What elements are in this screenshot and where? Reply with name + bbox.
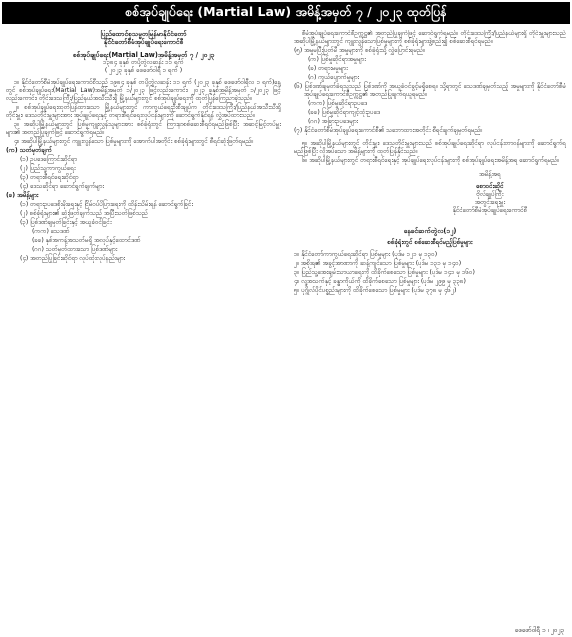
left-column bbox=[6, 30, 281, 630]
list-item: (၁) ဥပဒေကြောင်းဆိုင်ရာ bbox=[20, 156, 78, 164]
org-line: နိုင်ငံတော်စီမံအုပ်ချုပ်ရေးကောင်စီ bbox=[103, 38, 184, 47]
list-item: (ဂဂ) သတ်မှတ်ထားသော ပြစ်ဒဏ်များ bbox=[32, 246, 118, 254]
list-heading: (ခ) အမိန့်များ bbox=[6, 192, 39, 200]
paragraph: ၆။ အဆိုပါမြို့နယ်များတွင် တရားစီရင်ရေးနှင့် အုပ်ချုပ်ရေးလုပ်ငန်းများကို စစ်အုပ်ချုပ်ရေးအမိန့်အရ ဆောင်ရွက်ရမည်။ bbox=[302, 157, 560, 164]
list-item: (၄) အတည်ပြုခြင်းဆိုင်ရာ လုပ်ထုံးလုပ်နည်းများ bbox=[20, 255, 126, 263]
paragraph: ၅။ အဆိုပါမြို့နယ်များတွင် တိုင်းမှူး၊ ဒေသတိုင်းမှူးများသည် စစ်အုပ်ချုပ်ရေးဆိုင်ရာ လုပ်ငန်းတာဝန်များကို ဆောင်ရွက်ရမည်ဖြစ်ပြီး လိုအပ်သော အမိန့်များကို ထုတ်ပြန်နိုင်သည်။ bbox=[294, 140, 566, 155]
signature-name: စောဝင်းဆိုင် bbox=[476, 183, 504, 190]
list-item: (ခ) တရားမမှုများ bbox=[308, 65, 348, 72]
org-line: ပြည်ထောင်စုသမ္မတမြန်မာနိုင်ငံတော် bbox=[100, 30, 187, 38]
list-item: (၂) ပြည်သူ့ကာကွယ်ရေး bbox=[20, 165, 76, 173]
annex-subtitle: စစ်ခုံရုံးတွင် စစ်ဆေးစီရင်မည့်ပြစ်မှုများ bbox=[387, 239, 473, 246]
list-item: (၃) တရားစီရင်ရေးဆိုင်ရာ bbox=[20, 174, 79, 182]
list-item: (ခခ) ပြစ်မှုဆိုင်ရာကျင့်ထုံးဥပဒေ bbox=[308, 109, 381, 116]
list-item: (၃) ပြစ်ဒဏ်ချမှတ်ခြင်းနှင့် အယူခံဝင်ခြင်း bbox=[20, 219, 112, 227]
annex-item: ၅။ ပုဂ္ဂိုလ်ပိုင်ပစ္စည်းများကို ထိခိုက်စေသော ပြစ်မှုများ (ပုဒ်မ ၃၇၈ မှ ၄၆၂) bbox=[294, 287, 457, 294]
annex-item: ၂။ အစိုးရ၏ အခွင့်အာဏာကို ဆန့်ကျင်သော ပြစ်မှုများ (ပုဒ်မ ၁၃၁ မှ ၁၄၀) bbox=[294, 260, 462, 267]
signature-block bbox=[294, 171, 566, 215]
list-heading: (က) သတ်မှတ်ချက် bbox=[6, 147, 52, 155]
paragraph: (၅) အမှုမပြီးပြတ်မီ အမှုများကို စစ်ခုံရုံးသို့ လွှဲပြောင်းရမည်။ bbox=[294, 47, 425, 54]
list-item: (ကက) သေဒဏ် bbox=[32, 228, 70, 236]
annex-item: ၁။ နိုင်ငံတော်ကာကွယ်ရေးဆိုင်ရာ ပြစ်မှုများ (ပုဒ်မ ၁၂၁ မှ ၁၃၀) bbox=[294, 251, 438, 258]
right-column bbox=[294, 30, 566, 630]
paragraph: ၁။ နိုင်ငံတော်စီမံအုပ်ချုပ်ရေးကောင်စီသည် ၁၉၈၄ ခုနှစ် တပို့တွဲလဆန်း ၁၁ ရက် (၂၀၂၃ ခုနှစ် ဖေဖော်ဝါရီလ ၁ ရက်)နေ့တွင် စစ်အုပ်ချုပ်ရေး(Martial Law)အမိန့်အမှတ် ၁/၂၀၂၃ ဖြင့်လည်းကောင်း၊ ၂၀၂၃ ခုနှစ်အမိန့်အမှတ် ၁/၂၀၂၃ ဖြင့်လည်းကောင်း၊ တိုင်းဒေသကြီး/ပြည်နယ်အသီးသီးရှိ မြို့နယ်များတွင် စစ်အုပ်ချုပ်ရေးကို ထုတ်ပြန်ကြေညာခဲ့သည်။ bbox=[6, 79, 281, 103]
list-item: (ကက) ပြစ်မှုဆိုင်ရာဥပဒေ bbox=[308, 100, 368, 107]
paragraph: စီမံအုပ်ချုပ်ရေးကောင်စီဥက္ကဋ္ဌ၏ အတည်ပြုချက်ဖြင့် ဆောင်ရွက်ရမည်။ တိုင်းဒေသကြီး/ပြည်နယ်များရှိ တိုင်းမှူးများသည် အဆိုပါမြို့နယ်များတွင် ကျူးလွန်သောပြစ်မှုများကို စစ်ခုံရုံးများဖွဲ့စည်း၍ စစ်ဆေးစီရင်ရမည်။ bbox=[294, 30, 566, 45]
signature-title: အတွင်းရေးမှူး bbox=[474, 199, 506, 206]
paragraph: (၇) နိုင်ငံတော်စီမံအုပ်ချုပ်ရေးကောင်စီ၏ သဘောထားအတိုင်း စီရင်ချက်ချမှတ်ရမည်။ bbox=[294, 127, 483, 134]
signature-org: နိုင်ငံတော်စီမံအုပ်ချုပ်ရေးကောင်စီ bbox=[452, 207, 528, 214]
paragraph: (၆) ပြစ်ဒဏ်ချမှတ်ခံရသူသည် ပြစ်ဒဏ်ကို အယူခံဝင်ခွင့်မရှိစေရ။ သို့ရာတွင် သေဒဏ်ချမှတ်သည့် အမှုများကို နိုင်ငံတော်စီမံအုပ်ချုပ်ရေးကောင်စီဥက္ကဋ္ဌ၏ အတည်ပြုချက်ရယူရမည်။ bbox=[294, 83, 566, 98]
footer-date: ဖေဖော်ဝါရီ ၁ ၊ ၂၀၂၃ bbox=[514, 626, 564, 634]
date-line: ( ၂၀၂၃ ခုနှစ် ဖေဖော်ဝါရီ ၁ ရက် ) bbox=[104, 67, 183, 75]
list-item: (၁) တရားဥပဒေစိုးမိုးရေးနှင့် ငြိမ်ဝပ်ပိပြားရေးကို ထိန်းသိမ်းရန် ဆောင်ရွက်ခြင်း bbox=[20, 201, 194, 209]
document-title: စစ်အုပ်ချုပ်ရေး (Martial Law) အမိန့်အမှတ် ၇ / ၂၀၂၃ ထုတ်ပြန် bbox=[2, 2, 570, 24]
list-item: (၂) စစ်ခုံရုံးများ၏ ဆုံးဖြတ်ချက်သည် အပြီးသတ်ဖြစ်သည် bbox=[20, 210, 148, 218]
list-item: (ဂဂ) အခြားဥပဒေများ bbox=[308, 118, 359, 125]
list-item: (ဂ) ကွယ်ပျောက်မှုများ bbox=[308, 74, 360, 81]
list-item: (က) ပြစ်မှုဆိုင်ရာအမှုများ bbox=[308, 56, 366, 63]
annex-title: နေခင်ဆက်တွဲလ(၁၂) bbox=[403, 227, 457, 235]
annex-item: ၄။ လူ့အသက်နှင့် ခန္ဓာကိုယ်ကို ထိခိုက်စေသော ပြစ်မှုများ (ပုဒ်မ ၂၉၉ မှ ၃၃၈) bbox=[294, 278, 466, 285]
list-item: (ခခ) နှစ်အကန့်အသတ်မရှိ အလုပ်နှင့်ထောင်ဒဏ် bbox=[32, 237, 141, 245]
date-line: ၁၃၈၄ ခုနှစ် တပို့တွဲလဆန်း ၁၁ ရက် bbox=[103, 59, 184, 67]
paragraph: ၂။ စစ်အုပ်ချုပ်ရေးထုတ်ပြန်ထားသော မြို့နယ်များတွင် ကာကွယ်ရေးဦးစီးချုပ်က တိုင်းဒေသကြီး/ပြည်နယ်အသီးသီးရှိ တိုင်းမှူး၊ ဒေသတိုင်းမှူးများအား အုပ်ချုပ်ရေးနှင့် တရားစီရင်ရေးလုပ်ငန်းများကို ဆောင်ရွက်နိုင်ရန် လွှဲအပ်ထားသည်။ bbox=[6, 104, 281, 120]
list-item: (၄) ဒေသဆိုင်ရာ ဆောင်ရွက်ချက်များ bbox=[20, 183, 104, 191]
paragraph: ၄။ အဆိုပါမြို့နယ်များတွင် ကျူးလွန်သော ပြစ်မှုများကို အောက်ပါအတိုင်း စစ်ခုံရုံးများတွင် စီရင်ဆုံးဖြတ်ရမည်။ bbox=[14, 138, 254, 146]
signature-rank: ဗိုလ်ချုပ်ကြီး bbox=[476, 191, 504, 198]
annex-item: ၃။ ပြည်သူ့အေးချမ်းသာယာရေးကို ထိခိုက်စေသော ပြစ်မှုများ (ပုဒ်မ ၁၄၁ မှ ၁၆၀) bbox=[294, 269, 475, 276]
paragraph: ၃။ အဆိုပါမြို့နယ်များတွင် ပြစ်မှုကျူးလွန်သူများအား စစ်ခုံရုံးတွင် ကြားနာစစ်ဆေးစီရင်ရမည်ဖြစ်ပြီး အဆင့်မြင့်တပ်မှူးများ၏ အတည်ပြုချက်ဖြင့် ဆောင်ရွက်ရမည်။ bbox=[6, 121, 281, 137]
signature-line: အမိန့်အရ bbox=[479, 171, 501, 178]
order-number: စစ်အုပ်ချုပ်ရေး(Martial Law)အမိန့်အမှတ် ၇ / ၂၀၂၃ bbox=[72, 50, 215, 59]
